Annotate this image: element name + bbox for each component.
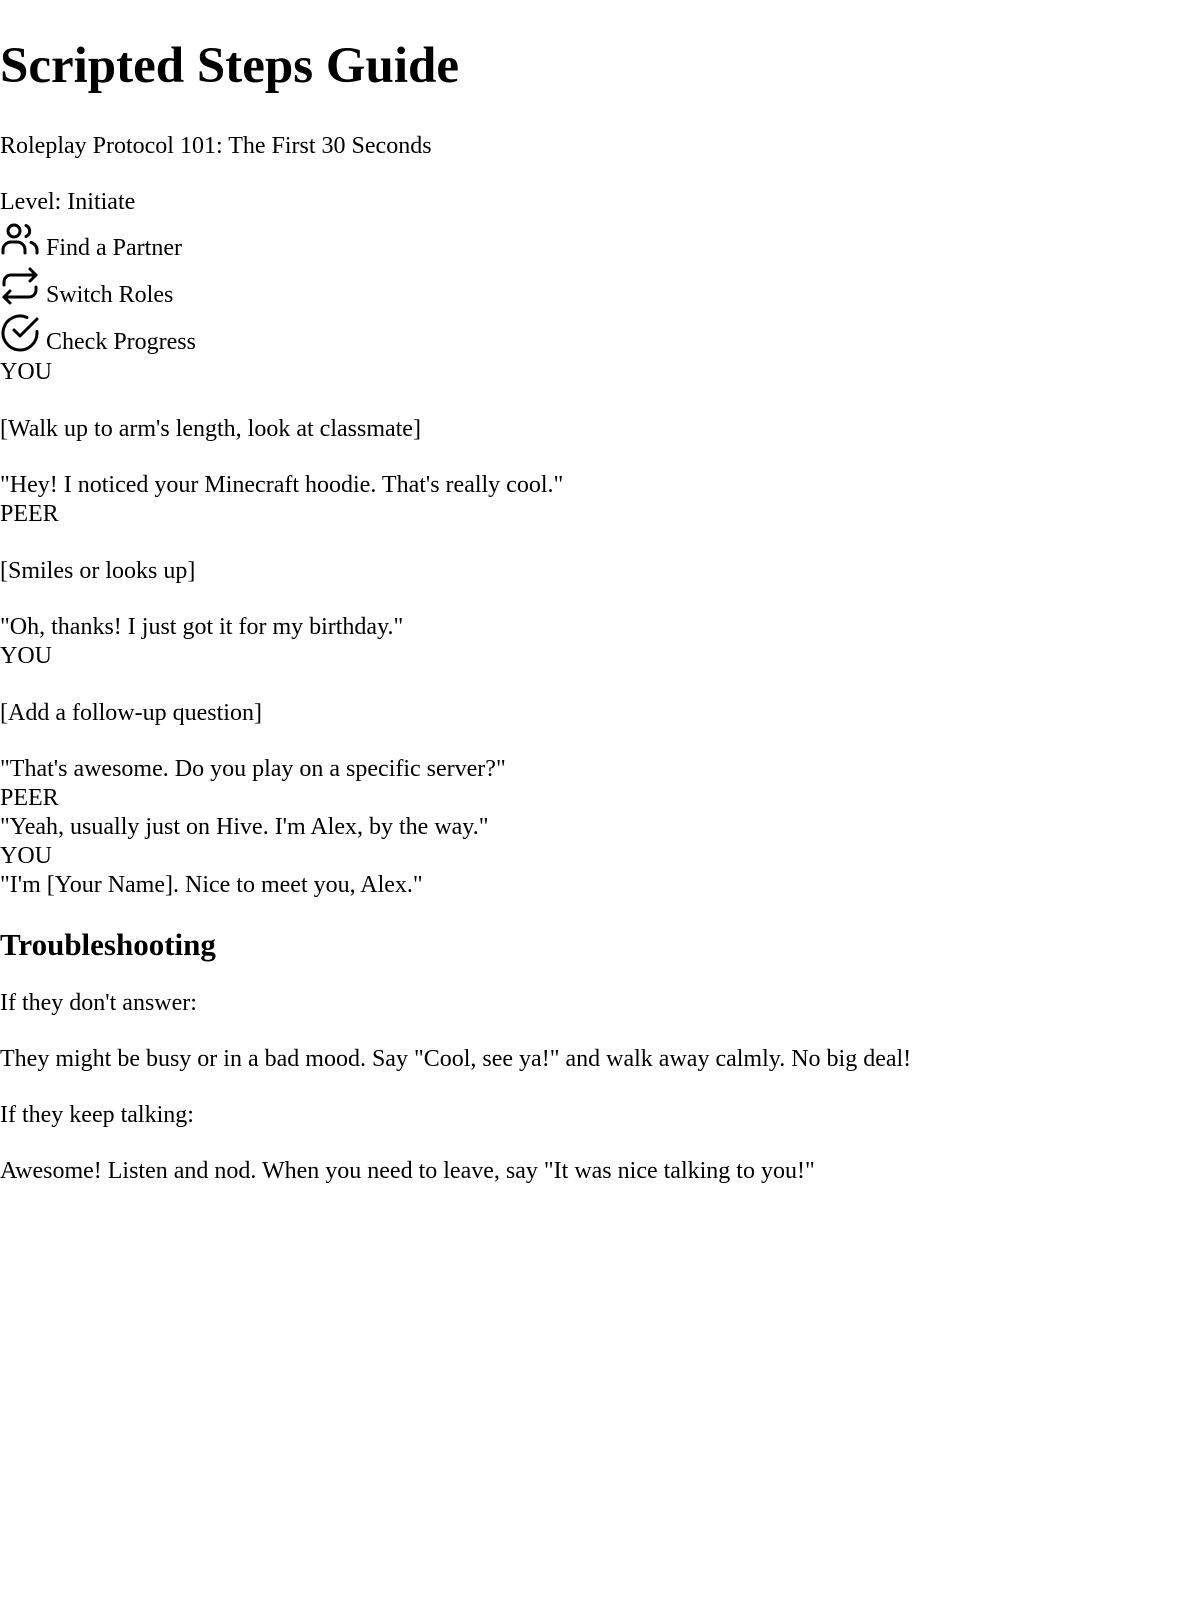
dialogue-line: "Oh, thanks! I just got it for my birthday." [0,614,404,640]
script-step [0,357,1200,499]
script-step [0,499,1200,641]
script-step [0,841,1200,899]
switch-roles-label: Switch Roles [46,282,174,308]
level-indicator: Level: Initiate [0,189,136,215]
dialogue-line: "I'm [Your Name]. Nice to meet you, Alex." [0,872,423,898]
users-icon [0,219,40,259]
troubleshooting-question: If they don't answer: [0,990,197,1016]
repeat-icon [0,266,40,306]
stage-direction: [Smiles or looks up] [0,558,196,584]
dialogue-line: "Yeah, usually just on Hive. I'm Alex, by the way." [0,814,489,840]
script-step [0,641,1200,783]
switch-roles-button[interactable] [0,263,1200,310]
action-list [0,216,1200,357]
speaker-label: PEER [0,501,59,527]
check-progress-label: Check Progress [46,329,196,355]
page [0,36,1200,1600]
speaker-label: PEER [0,785,59,811]
troubleshooting-question: If they keep talking: [0,1102,194,1128]
speaker-label: YOU [0,643,52,669]
speaker-label: YOU [0,359,52,385]
speaker-label: YOU [0,843,52,869]
troubleshooting-section [0,989,1200,1185]
check-progress-button[interactable] [0,310,1200,357]
page-subtitle: Roleplay Protocol 101: The First 30 Seconds [0,133,432,159]
stage-direction: [Add a follow-up question] [0,700,262,726]
check-circle-icon [0,313,40,353]
troubleshooting-heading: Troubleshooting [0,927,216,962]
page-title: Scripted Steps Guide [0,38,460,94]
dialogue-line: "That's awesome. Do you play on a specific server?" [0,756,506,782]
stage-direction: [Walk up to arm's length, look at classmate] [0,416,421,442]
troubleshooting-answer: They might be busy or in a bad mood. Say "Cool, see ya!" and walk away calmly. No big deal! [0,1046,912,1072]
script-step [0,783,1200,841]
troubleshooting-answer: Awesome! Listen and nod. When you need to leave, say "It was nice talking to you!" [0,1158,815,1184]
dialogue-line: "Hey! I noticed your Minecraft hoodie. That's really cool." [0,472,564,498]
find-partner-label: Find a Partner [46,235,182,261]
find-partner-button[interactable] [0,216,1200,263]
